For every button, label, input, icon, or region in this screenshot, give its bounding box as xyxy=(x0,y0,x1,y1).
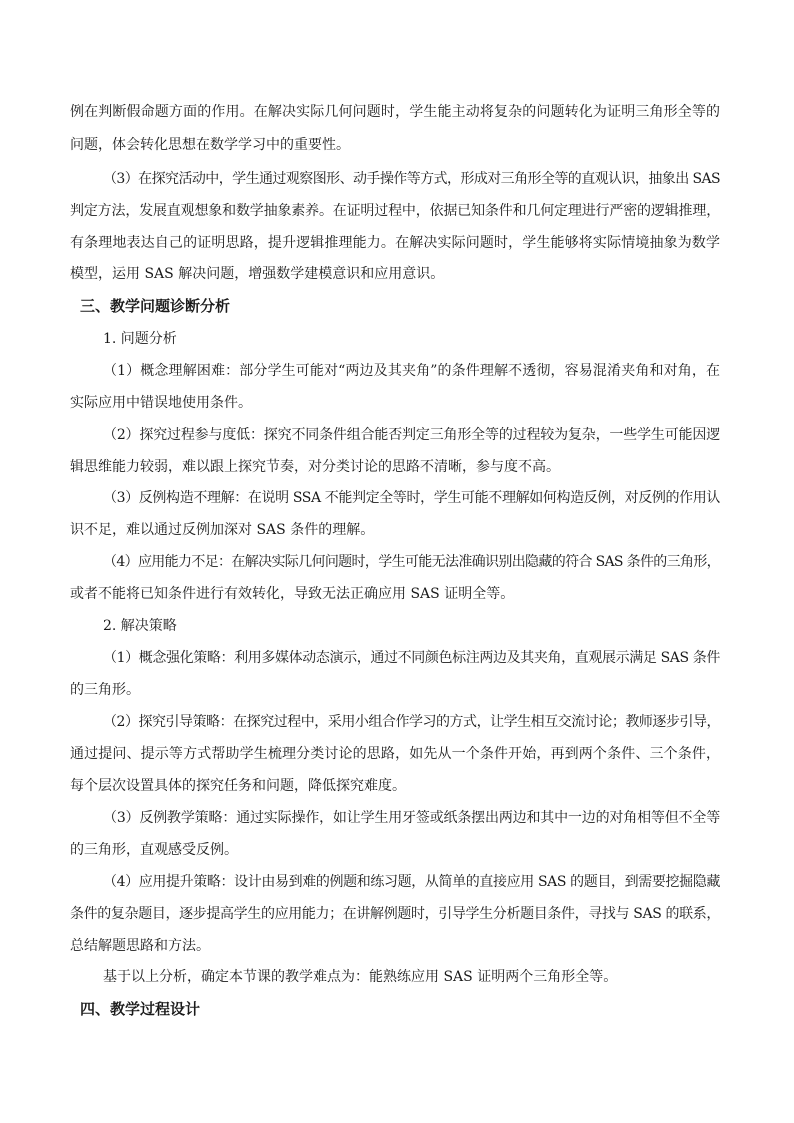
subsection-heading: 1. 问题分析 xyxy=(103,331,177,347)
text-line: （2）探究引导策略：在探究过程中，采用小组合作学习的方式，让学生相互交流讨论；教师逐步引导， xyxy=(103,714,720,730)
subsection-heading: 2. 解决策略 xyxy=(103,618,177,634)
text-line: （3）反例教学策略：通过实际操作，如让学生用牙签或纸条摆出两边和其中一边的对角相等但不全等 xyxy=(103,810,720,826)
text-line: （4）应用能力不足：在解决实际几何问题时，学生可能无法准确识别出隐藏的符合 SAS 条件的三角形， xyxy=(103,554,720,570)
text-line: （4）应用提升策略：设计由易到难的例题和练习题，从简单的直接应用 SAS 的题目，到需要挖掘隐藏 xyxy=(103,874,720,890)
text-line: （2）探究过程参与度低：探究不同条件组合能否判定三角形全等的过程较为复杂，一些学生可能因逻 xyxy=(103,427,720,443)
section-heading: 四、教学过程设计 xyxy=(80,1000,201,1018)
text-line: （3）反例构造不理解：在说明 SSA 不能判定全等时，学生可能不理解如何构造反例，对反例的作用认 xyxy=(103,490,720,506)
text-line: 每个层次设置具体的探究任务和问题，降低探究难度。 xyxy=(70,778,406,794)
text-line: 问题，体会转化思想在数学学习中的重要性。 xyxy=(70,137,350,153)
text-line: 例在判断假命题方面的作用。在解决实际几何问题时，学生能主动将复杂的问题转化为证明三角形全等的 xyxy=(70,104,720,120)
text-line: 的三角形，直观感受反例。 xyxy=(70,842,238,858)
text-line: 通过提问、提示等方式帮助学生梳理分类讨论的思路，如先从一个条件开始，再到两个条件、三个条件， xyxy=(70,746,720,762)
text-line: （1）概念强化策略：利用多媒体动态演示，通过不同颜色标注两边及其夹角，直观展示满足 SAS 条件 xyxy=(103,650,720,666)
text-line: 判定方法，发展直观想象和数学抽象素养。在证明过程中，依据已知条件和几何定理进行严密的逻辑推理， xyxy=(70,203,720,219)
section-heading: 三、教学问题诊断分析 xyxy=(80,297,231,315)
text-line: 有条理地表达自己的证明思路，提升逻辑推理能力。在解决实际问题时，学生能够将实际情境抽象为数学 xyxy=(70,235,720,251)
text-line: （3）在探究活动中，学生通过观察图形、动手操作等方式，形成对三角形全等的直观认识，抽象出 SAS xyxy=(103,171,720,187)
text-line: 或者不能将已知条件进行有效转化，导致无法正确应用 SAS 证明全等。 xyxy=(70,586,515,602)
text-line: 模型，运用 SAS 解决问题，增强数学建模意识和应用意识。 xyxy=(70,266,445,282)
text-line: 辑思维能力较弱，难以跟上探究节奏，对分类讨论的思路不清晰，参与度不高。 xyxy=(70,459,560,475)
text-line: 实际应用中错误地使用条件。 xyxy=(70,395,252,411)
text-line: 条件的复杂题目，逐步提高学生的应用能力；在讲解例题时，引导学生分析题目条件，寻找与 SAS 的联系， xyxy=(70,906,720,922)
text-line: 识不足，难以通过反例加深对 SAS 条件的理解。 xyxy=(70,522,375,538)
text-line: 基于以上分析，确定本节课的教学难点为：能熟练应用 SAS 证明两个三角形全等。 xyxy=(103,969,618,985)
text-line: 的三角形。 xyxy=(70,682,140,698)
text-line: 总结解题思路和方法。 xyxy=(70,938,210,954)
text-line: （1）概念理解困难：部分学生可能对“两边及其夹角”的条件理解不透彻，容易混淆夹角和对角，在 xyxy=(103,363,720,379)
